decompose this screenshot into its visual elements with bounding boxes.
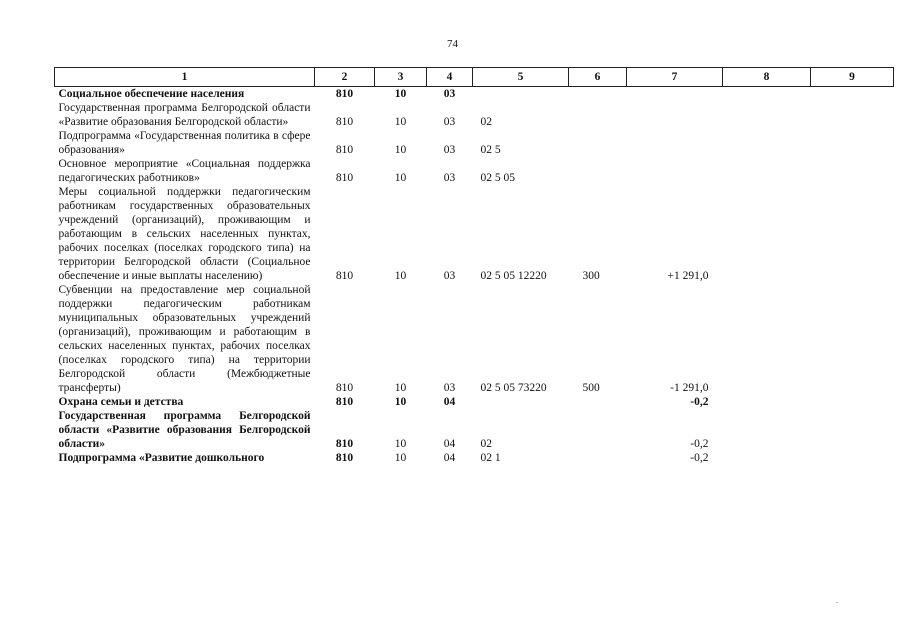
row-col-9 (811, 451, 894, 465)
header-col-9: 9 (811, 68, 894, 87)
row-target-article: 02 5 05 12220 (480, 270, 547, 282)
table-header (55, 68, 894, 87)
row-section: 10 (394, 172, 407, 184)
scan-speck (836, 602, 838, 603)
row-section: 10 (394, 452, 407, 464)
row-amount: -0,2 (690, 452, 709, 464)
row-col-9 (811, 129, 894, 157)
table-row (55, 185, 894, 283)
row-name: Меры социальной поддержки педагогическим работникам государственных образовательных учреждений (организаций), проживающим и работающим в сельских населенных пунктах, рабочих поселках (поселках городского типа) на территории Белгородской области (Социальное обеспечение и иные выплаты населению) (58, 186, 311, 282)
row-section: 10 (394, 382, 407, 394)
row-chapter: 810 (335, 452, 354, 464)
row-name: Субвенции на предоставление мер социальной поддержки педагогическим работникам муниципальных образовательных учреждений (организаций), проживающим и работающим в сельских населенных пунктах, рабочих поселках (поселках городского типа) на территории Белгородской области (Межбюджетные трансферты) (58, 284, 311, 394)
row-name: Подпрограмма «Государственная политика в сфере образования» (58, 130, 311, 156)
row-target-article: 02 (480, 116, 492, 128)
header-col-4: 4 (427, 68, 473, 87)
header-col-6: 6 (569, 68, 627, 87)
row-col-8 (723, 157, 811, 185)
page-number: 74 (447, 38, 458, 50)
row-name: Государственная программа Белгородской области «Развитие образования Белгородской области» (58, 410, 311, 450)
row-name: Государственная программа Белгородской области «Развитие образования Белгородской области» (58, 102, 311, 128)
row-col-9 (811, 157, 894, 185)
row-subsection: 03 (443, 144, 456, 156)
row-target-article: 02 5 05 73220 (480, 382, 547, 394)
row-target-article: 02 (480, 438, 492, 450)
row-target-article (473, 395, 569, 409)
row-col-9 (811, 87, 894, 102)
row-subsection: 03 (443, 270, 456, 282)
row-target-article: 02 5 (480, 144, 501, 156)
row-col-9 (811, 283, 894, 395)
row-col-9 (811, 395, 894, 409)
row-target-article: 02 1 (480, 452, 501, 464)
row-chapter: 810 (335, 438, 354, 450)
row-col-8 (723, 451, 811, 465)
row-expense-type (569, 409, 627, 451)
row-chapter: 810 (335, 172, 354, 184)
row-chapter: 810 (335, 270, 354, 282)
row-expense-type: 500 (582, 382, 600, 394)
row-amount: -0,2 (690, 396, 709, 408)
table-body (55, 87, 894, 466)
table-row (55, 87, 894, 102)
table-row (55, 395, 894, 409)
row-name: Социальное обеспечение населения (58, 88, 245, 100)
row-amount: -1 291,0 (670, 382, 709, 394)
row-amount (627, 157, 723, 185)
row-expense-type (569, 157, 627, 185)
budget-table (54, 67, 894, 465)
row-chapter: 810 (335, 116, 354, 128)
row-name: Подпрограмма «Развитие дошкольного (58, 452, 265, 464)
row-col-8 (723, 409, 811, 451)
row-expense-type (569, 87, 627, 102)
row-name: Основное мероприятие «Социальная поддержка педагогических работников» (58, 158, 311, 184)
row-target-article: 02 5 05 (480, 172, 515, 184)
row-expense-type (569, 101, 627, 129)
row-chapter: 810 (335, 144, 354, 156)
row-col-9 (811, 185, 894, 283)
row-amount: +1 291,0 (667, 270, 709, 282)
row-subsection: 03 (443, 116, 456, 128)
row-amount: -0,2 (690, 438, 709, 450)
table-row (55, 157, 894, 185)
row-expense-type (569, 395, 627, 409)
row-expense-type: 300 (582, 270, 600, 282)
row-section: 10 (394, 88, 407, 100)
header-col-3: 3 (375, 68, 427, 87)
row-col-8 (723, 395, 811, 409)
table-row (55, 283, 894, 395)
table-row (55, 101, 894, 129)
row-section: 10 (394, 116, 407, 128)
row-section: 10 (394, 144, 407, 156)
row-subsection: 04 (443, 396, 456, 408)
row-chapter: 810 (335, 88, 354, 100)
row-col-9 (811, 409, 894, 451)
row-amount (627, 129, 723, 157)
row-col-8 (723, 129, 811, 157)
header-col-7: 7 (627, 68, 723, 87)
header-col-1: 1 (55, 68, 315, 87)
row-section: 10 (394, 438, 407, 450)
row-subsection: 03 (443, 172, 456, 184)
table-row (55, 129, 894, 157)
row-name: Охрана семьи и детства (58, 396, 184, 408)
table-row (55, 451, 894, 465)
row-amount (627, 87, 723, 102)
row-col-8 (723, 101, 811, 129)
header-row (55, 68, 894, 87)
row-expense-type (569, 129, 627, 157)
row-subsection: 04 (443, 452, 456, 464)
row-amount (627, 101, 723, 129)
row-expense-type (569, 451, 627, 465)
row-chapter: 810 (335, 382, 354, 394)
row-chapter: 810 (335, 396, 354, 408)
row-col-8 (723, 87, 811, 102)
row-col-8 (723, 283, 811, 395)
row-col-8 (723, 185, 811, 283)
header-col-2: 2 (315, 68, 375, 87)
row-subsection: 04 (443, 438, 456, 450)
row-subsection: 03 (443, 88, 456, 100)
header-col-8: 8 (723, 68, 811, 87)
row-target-article (473, 87, 569, 102)
row-col-9 (811, 101, 894, 129)
table-row (55, 409, 894, 451)
row-section: 10 (394, 396, 407, 408)
header-col-5: 5 (473, 68, 569, 87)
row-subsection: 03 (443, 382, 456, 394)
row-section: 10 (394, 270, 407, 282)
